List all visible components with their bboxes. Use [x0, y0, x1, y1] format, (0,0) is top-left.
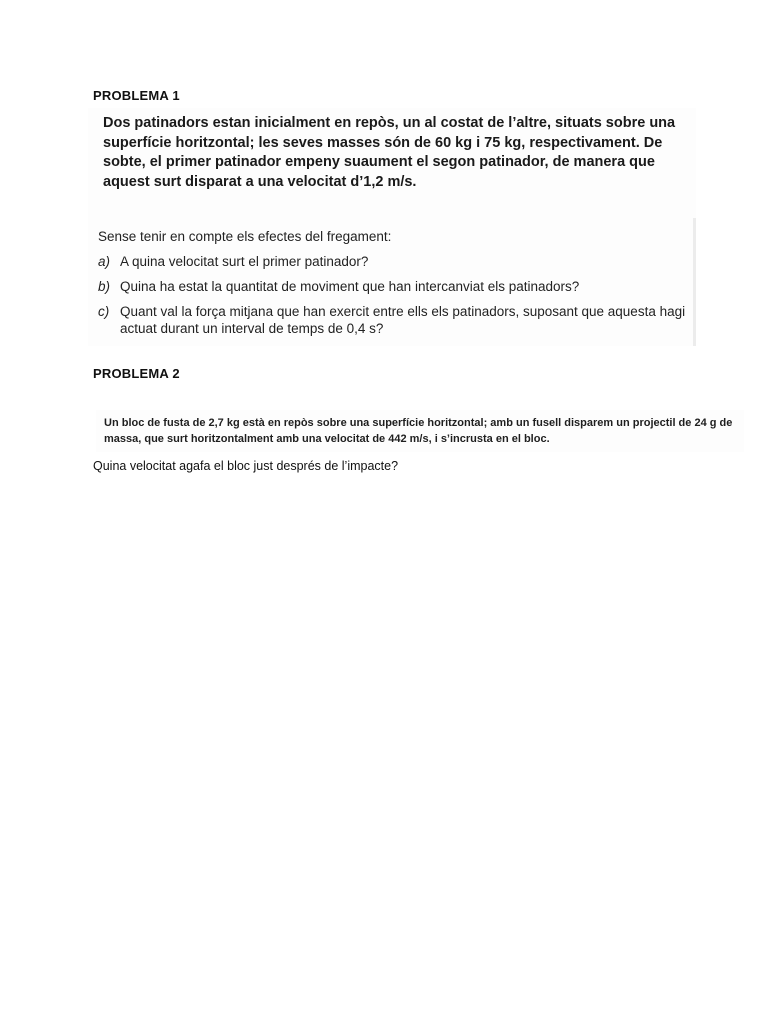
- problem-2-statement: Un bloc de fusta de 2,7 kg està en repòs sobre una superfície horitzontal; amb un fusell disparem un projectil de 24 g de massa, que surt horitzontalment amb una velocitat de 442 m/s, i s’incrusta en el bloc.: [104, 417, 733, 445]
- problem-2-question: Quina velocitat agafa el bloc just després de l’impacte?: [93, 459, 399, 473]
- question-text: A quina velocitat surt el primer patinador?: [120, 254, 369, 269]
- problem-1-scan: [88, 108, 696, 346]
- question-letter: c): [98, 304, 110, 319]
- question-text: Quant val la força mitjana que han exercit entre ells els patinadors, suposant que aquesta hagi actuat durant un interval de temps de 0,4 s?: [120, 304, 686, 336]
- problem-1-intro: Sense tenir en compte els efectes del fregament:: [98, 229, 392, 244]
- problem-1-heading: PROBLEMA 1: [93, 88, 180, 103]
- problem-1-question-a: [98, 253, 688, 270]
- problem-2-scan: [96, 410, 744, 452]
- question-text: Quina ha estat la quantitat de moviment que han intercanviat els patinadors?: [120, 279, 580, 294]
- problem-1-question-b: [98, 278, 688, 295]
- question-letter: a): [98, 254, 111, 269]
- question-letter: b): [98, 279, 111, 294]
- problem-1-question-c: [98, 303, 688, 337]
- problem-2-heading: PROBLEMA 2: [93, 366, 180, 381]
- problem-1-statement: Dos patinadors estan inicialment en repòs, un al costat de l’altre, situats sobre una superfície horitzontal; les seves masses són de 60 kg i 75 kg, respectivament. De sobte, el primer patinador empeny suaument el segon patinador, de manera que aquest surt disparat a una velocitat d’1,2 m/s.: [103, 115, 676, 190]
